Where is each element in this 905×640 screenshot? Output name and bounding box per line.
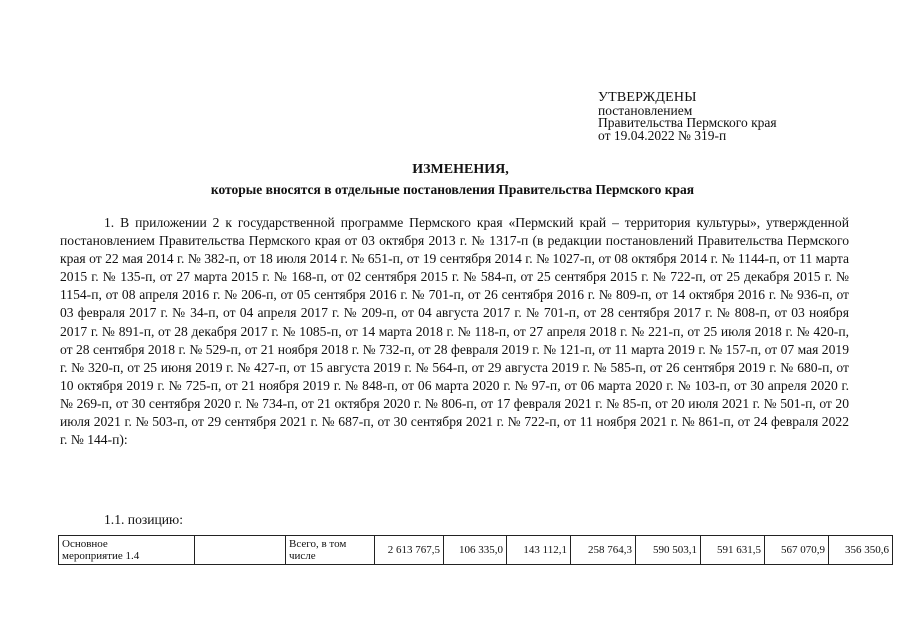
- table-cell-name-line-2: мероприятие 1.4: [62, 550, 140, 562]
- table-cell-value: 591 631,5: [701, 536, 765, 565]
- approval-line-2: Правительства Пермского края: [598, 115, 777, 130]
- table-cell-value: 590 503,1: [636, 536, 701, 565]
- table-cell-value: 356 350,6: [829, 536, 893, 565]
- document-subtitle: которые вносятся в отдельные постановления Правительства Пермского края: [210, 182, 695, 197]
- table-cell-value: 143 112,1: [507, 536, 571, 565]
- table-cell-name: [59, 536, 195, 565]
- table-row: [59, 536, 893, 565]
- table-cell-value: 106 335,0: [444, 536, 507, 565]
- document-title: ИЗМЕНЕНИЯ,: [412, 162, 509, 177]
- position-table: [58, 535, 893, 565]
- table-cell-total-line-1: Всего, в том: [289, 538, 347, 550]
- table-cell-total-label: [286, 536, 375, 565]
- paragraph-1: 1. В приложении 2 к государственной программе Пермского края «Пермский край – территория культуры», утвержденной постановлением Правительства Пермского края от 03 октября 2013 г. № 1317-п (в редакции постановлений Правительства Пермского края от 22 мая 2014 г. № 382-п, от 18 июля 2014 г. № 651-п, от 19 сентября 2014 г. № 1027-п, от 08 октября 2014 г. № 1144-п, от 11 марта 2015 г. № 135-п, от 27 марта 2015 г. № 168-п, от 02 сентября 2015 г. № 584-п, от 25 сентября 2015 г. № 722-п, от 25 декабря 2015 г. № 1154-п, от 08 апреля 2016 г. № 206-п, от 05 сентября 2016 г. № 701-п, от 26 сентября 2016 г. № 809-п, от 14 октября 2016 г. № 936-п, от 03 февраля 2017 г. № 34-п, от 04 апреля 2017 г. № 209-п, от 04 августа 2017 г. № 701-п, от 28 сентября 2017 г. № 808-п, от 03 ноября 2017 г. № 891-п, от 28 декабря 2017 г. № 1085-п, от 14 марта 2018 г. № 118-п, от 27 апреля 2018 г. № 221-п, от 25 июля 2018 г. № 420-п, от 28 сентября 2018 г. № 529-п, от 21 ноября 2018 г. № 732-п, от 28 февраля 2019 г. № 121-п, от 11 марта 2019 г. № 157-п, от 07 мая 2019 г. № 320-п, от 25 июня 2019 г. № 427-п, от 15 августа 2019 г. № 564-п, от 29 августа 2019 г. № 585-п, от 26 сентября 2019 г. № 680-п, от 10 октября 2019 г. № 725-п, от 21 ноября 2019 г. № 848-п, от 06 марта 2020 г. № 97-п, от 06 марта 2020 г. № 103-п, от 30 апреля 2020 г. № 269-п, от 30 сентября 2020 г. № 734-п, от 21 октября 2020 г. № 806-п, от 17 февраля 2021 г. № 85-п, от 20 июля 2021 г. № 501-п, от 20 июля 2021 г. № 503-п, от 29 сентября 2021 г. № 687-п, от 30 сентября 2021 г. № 722-п, от 11 ноября 2021 г. № 861-п, от 24 февраля 2022 г. № 144-п):: [60, 215, 849, 448]
- subparagraph-1-1: 1.1. позицию:: [104, 512, 183, 527]
- table-cell-value: 258 764,3: [571, 536, 636, 565]
- table-cell-empty: [195, 536, 286, 565]
- approval-line-3: от 19.04.2022 № 319-п: [598, 127, 727, 143]
- approval-line-1: постановлением: [598, 102, 693, 118]
- approval-word: УТВЕРЖДЕНЫ: [598, 90, 697, 105]
- table-cell-name-line-1: Основное: [62, 538, 108, 550]
- table-cell-value: 2 613 767,5: [375, 536, 444, 565]
- table-cell-total-line-2: числе: [289, 550, 316, 562]
- table-cell-value: 567 070,9: [765, 536, 829, 565]
- approval-stamp: [598, 92, 777, 142]
